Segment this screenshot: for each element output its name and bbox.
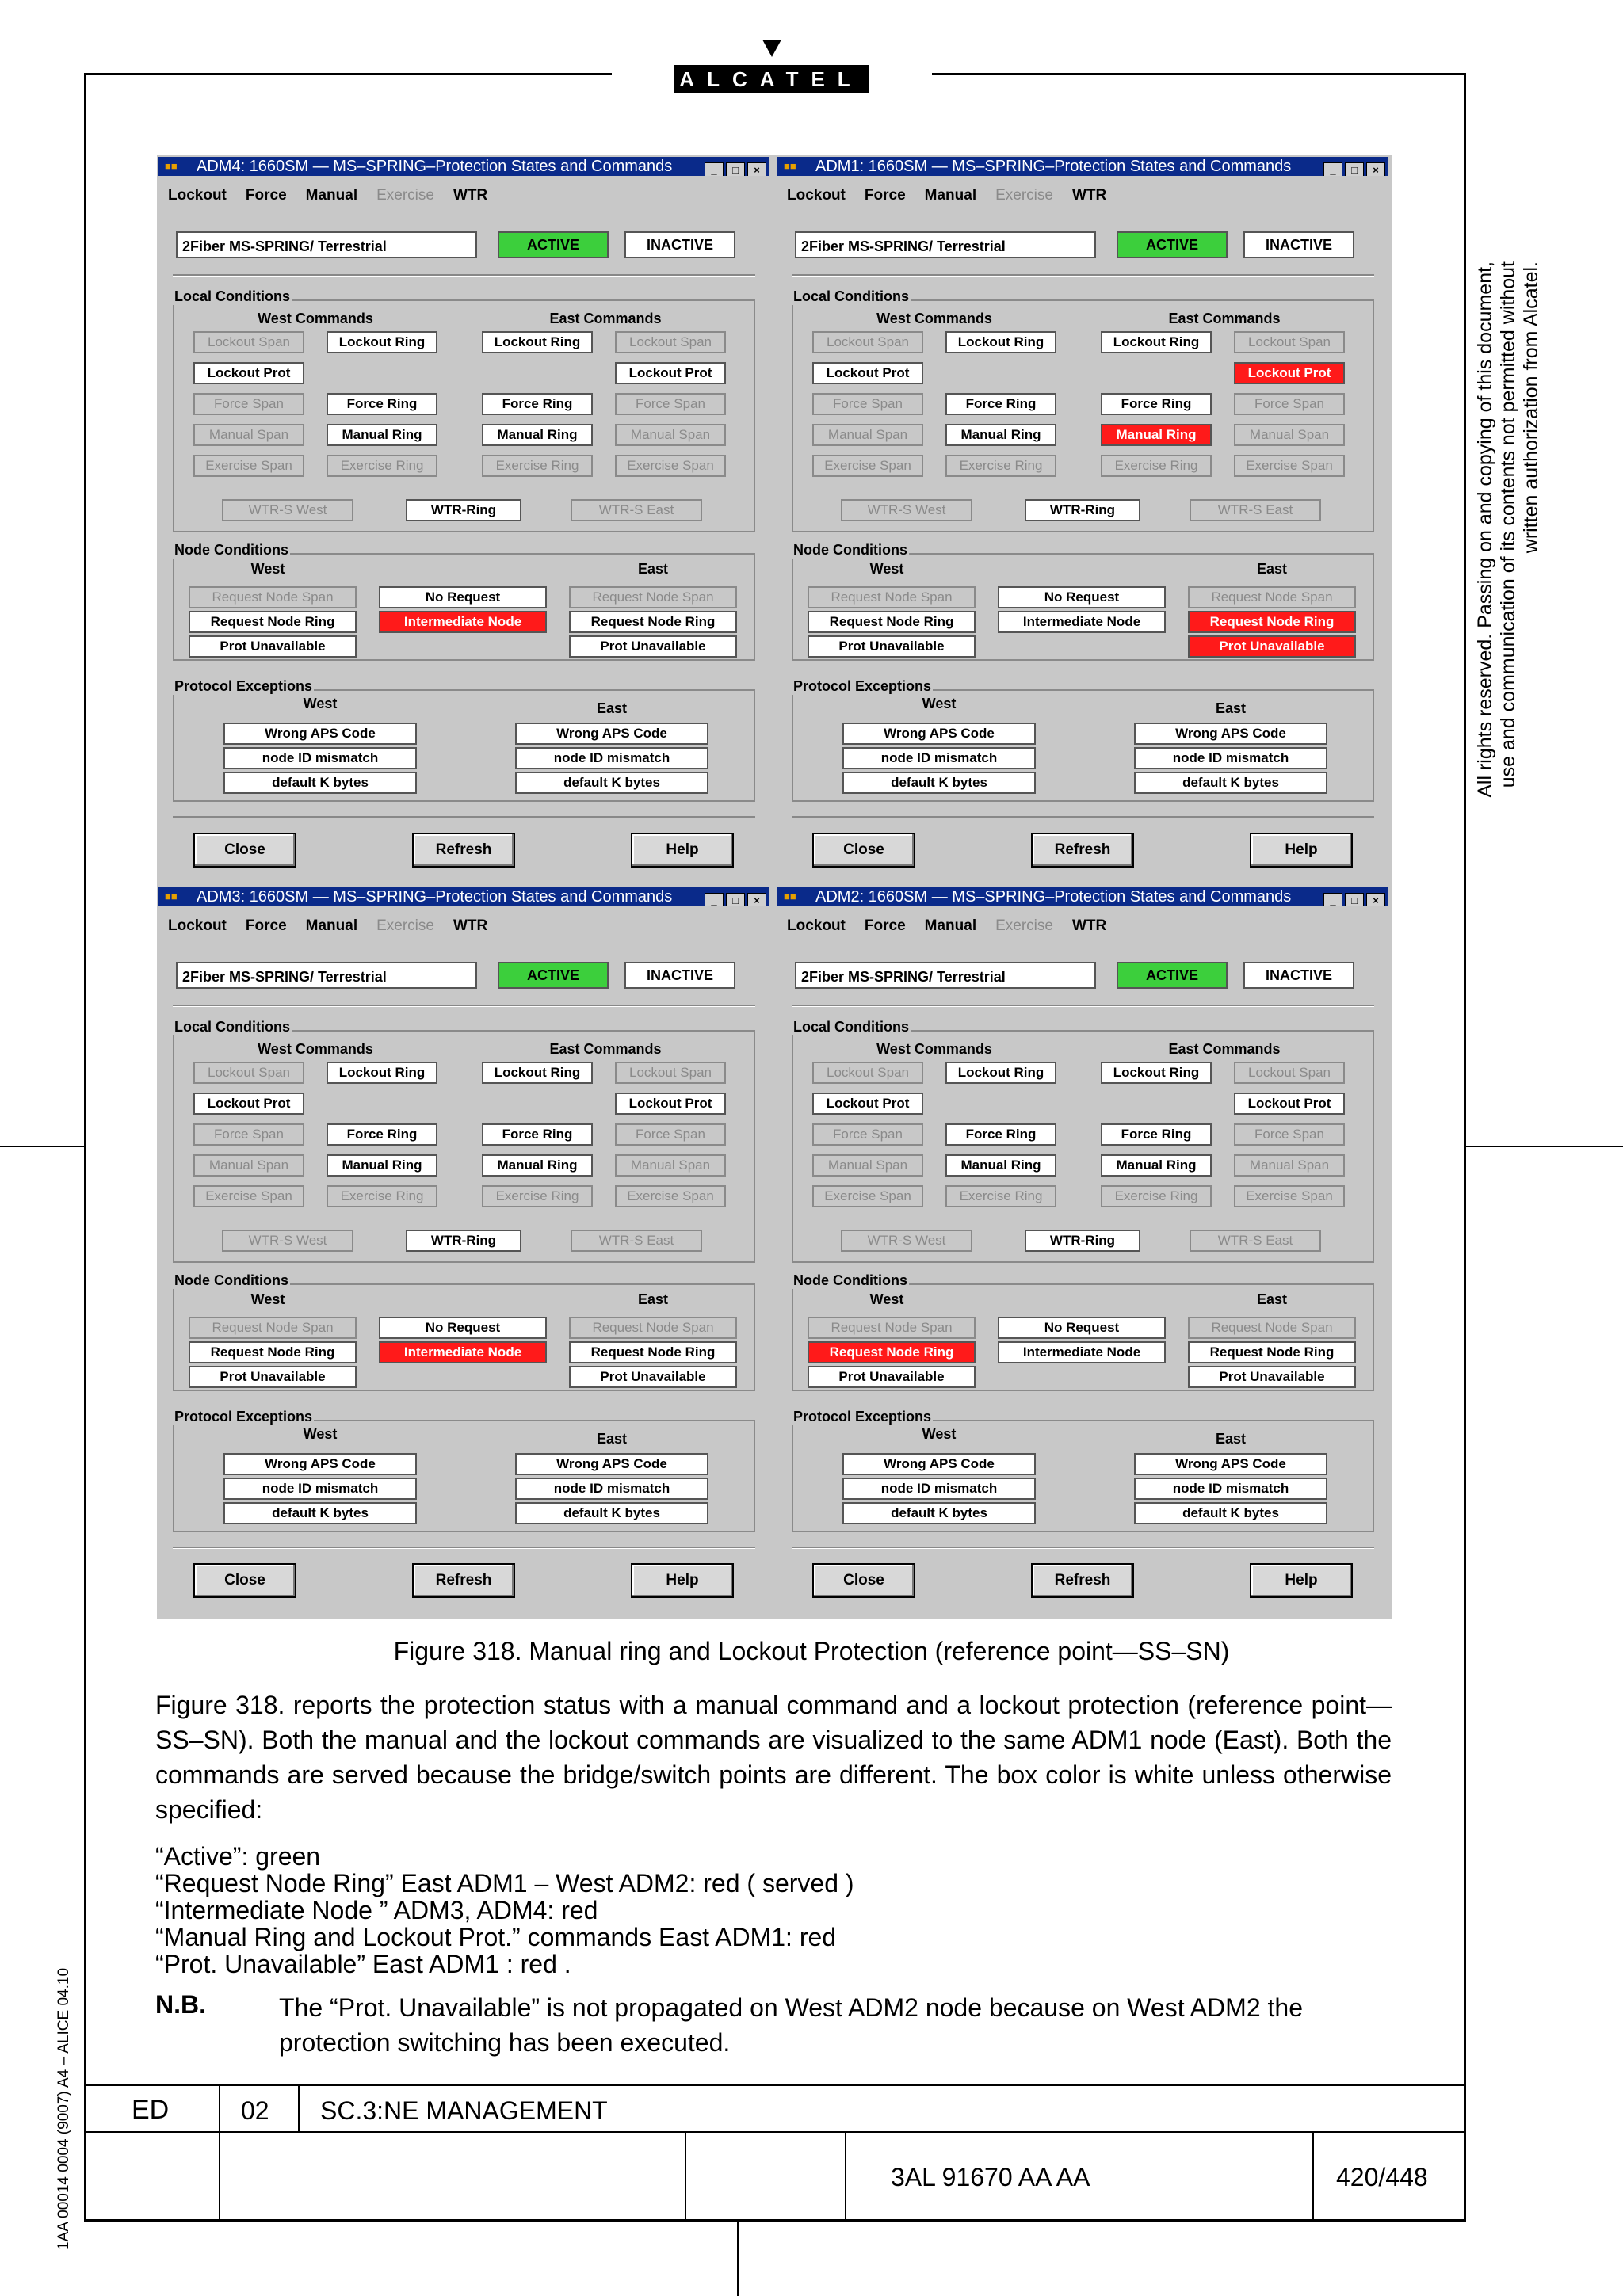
protocol-exceptions-label: Protocol Exceptions [174, 678, 313, 694]
ec-force-ring[interactable]: Force Ring [1101, 393, 1212, 415]
protection-window [157, 886, 771, 1615]
wtr-s-east: WTR-S East [571, 1230, 702, 1252]
ec-lockout-span: Lockout Span [615, 331, 726, 353]
ep-default-k[interactable]: default K bytes [515, 1502, 708, 1524]
wc-lockout-prot[interactable]: Lockout Prot [193, 362, 304, 384]
protocol-east-header: East [596, 1431, 628, 1447]
refresh-button[interactable]: Refresh [412, 833, 515, 868]
copyright-notice: All rights reserved. Passing on and copying of this document, use and communication of its contents not permitted without written authorization from Alcatel. [1474, 261, 1542, 798]
ec-lockout-ring[interactable]: Lockout Ring [482, 331, 593, 353]
footer-rule-top [84, 2084, 1466, 2086]
wp-node-id[interactable]: node ID mismatch [842, 1478, 1036, 1500]
window-titlebar[interactable] [158, 157, 769, 176]
footer-rule-mid [84, 2131, 1466, 2133]
help-button[interactable]: Help [1250, 833, 1353, 868]
menu-bar [787, 917, 1125, 935]
protocol-east-header: East [1215, 700, 1247, 716]
system-menu-icon[interactable]: ■■ [784, 160, 796, 172]
ec-exercise-span: Exercise Span [615, 455, 726, 477]
wp-wrong-aps[interactable]: Wrong APS Code [223, 723, 417, 745]
wc-manual-ring[interactable]: Manual Ring [945, 1154, 1056, 1177]
wc-lockout-ring[interactable]: Lockout Ring [327, 331, 437, 353]
wc-node-no-request[interactable]: No Request [998, 1317, 1166, 1339]
protection-window [776, 155, 1390, 884]
node-east-header: East [1256, 561, 1288, 577]
wc-exercise-ring: Exercise Ring [945, 1185, 1056, 1207]
west-commands-header: West Commands [876, 311, 992, 326]
wc-node-intermediate[interactable]: Intermediate Node [998, 1341, 1166, 1363]
body-paragraph: Figure 318. reports the protection status with a manual command and a lockout protection (reference point—SS–SN). Both the manual and the lockout commands are visualized to the same ADM1 node (East). Both the commands are served because the bridge/switch points are different. The box color is white unless otherwise specified: [155, 1691, 1392, 1824]
wp-wrong-aps[interactable]: Wrong APS Code [842, 723, 1036, 745]
color-legend-list [155, 1843, 854, 1978]
ring-mode-field: 2Fiber MS-SPRING/ Terrestrial [176, 231, 477, 258]
wp-default-k[interactable]: default K bytes [223, 772, 417, 794]
ec-node-prot-unavail[interactable]: Prot Unavailable [1188, 635, 1356, 658]
ec-node-request-span: Request Node Span [569, 586, 737, 608]
nb-label: N.B. [155, 1990, 206, 2019]
ep-wrong-aps[interactable]: Wrong APS Code [1134, 723, 1327, 745]
refresh-button[interactable]: Refresh [1031, 833, 1134, 868]
wc-node-prot-unavail[interactable]: Prot Unavailable [808, 1366, 976, 1388]
system-menu-icon[interactable]: ■■ [165, 891, 178, 902]
wc-node-intermediate[interactable]: Intermediate Node [379, 1341, 547, 1363]
ec-manual-ring[interactable]: Manual Ring [482, 424, 593, 446]
window-title: ADM3: 1660SM — MS–SPRING–Protection States and Commands [197, 888, 673, 906]
wc-lockout-ring[interactable]: Lockout Ring [327, 1062, 437, 1084]
refresh-button[interactable]: Refresh [412, 1563, 515, 1598]
menu-manual[interactable]: Manual [924, 917, 977, 934]
node-west-header: West [869, 1291, 904, 1307]
wc-node-request-ring[interactable]: Request Node Ring [189, 1341, 357, 1363]
margin-mark-right [1466, 1146, 1623, 1147]
wc-lockout-ring[interactable]: Lockout Ring [945, 331, 1056, 353]
system-menu-icon[interactable]: ■■ [784, 891, 796, 902]
wc-lockout-ring[interactable]: Lockout Ring [945, 1062, 1056, 1084]
fold-mark-bottom [737, 2222, 739, 2296]
wc-lockout-span: Lockout Span [193, 331, 304, 353]
wc-manual-span: Manual Span [193, 1154, 304, 1177]
menu-force[interactable]: Force [245, 917, 287, 934]
ec-force-ring[interactable]: Force Ring [1101, 1123, 1212, 1146]
menu-lockout[interactable]: Lockout [787, 187, 846, 204]
ec-exercise-ring: Exercise Ring [482, 455, 593, 477]
window-title: ADM1: 1660SM — MS–SPRING–Protection States and Commands [815, 158, 1292, 175]
wp-default-k[interactable]: default K bytes [842, 772, 1036, 794]
frame-bottom [84, 2219, 1466, 2222]
ec-node-request-ring[interactable]: Request Node Ring [1188, 611, 1356, 633]
wc-manual-ring[interactable]: Manual Ring [945, 424, 1056, 446]
wc-lockout-prot[interactable]: Lockout Prot [193, 1093, 304, 1115]
wc-force-ring[interactable]: Force Ring [945, 1123, 1056, 1146]
close-icon[interactable]: × [1366, 893, 1385, 906]
wc-lockout-span: Lockout Span [812, 1062, 923, 1084]
footer-section: SC.3:NE MANAGEMENT [320, 2096, 608, 2125]
ec-lockout-prot[interactable]: Lockout Prot [1234, 362, 1345, 384]
ep-wrong-aps[interactable]: Wrong APS Code [1134, 1453, 1327, 1475]
local-conditions-label: Local Conditions [174, 288, 290, 304]
wc-node-request-span: Request Node Span [189, 1317, 357, 1339]
ec-node-prot-unavail[interactable]: Prot Unavailable [569, 1366, 737, 1388]
ec-node-prot-unavail[interactable]: Prot Unavailable [1188, 1366, 1356, 1388]
close-button[interactable]: Close [193, 833, 296, 868]
ep-default-k[interactable]: default K bytes [515, 772, 708, 794]
wp-node-id[interactable]: node ID mismatch [223, 747, 417, 769]
window-controls [1321, 890, 1385, 906]
separator [173, 1547, 755, 1549]
wc-force-span: Force Span [193, 1123, 304, 1146]
separator [173, 816, 755, 818]
wc-exercise-ring: Exercise Ring [945, 455, 1056, 477]
wc-lockout-span: Lockout Span [193, 1062, 304, 1084]
ec-force-ring[interactable]: Force Ring [482, 393, 593, 415]
menu-wtr[interactable]: WTR [453, 187, 488, 204]
west-commands-header: West Commands [876, 1041, 992, 1057]
menu-lockout[interactable]: Lockout [168, 187, 227, 204]
wp-default-k[interactable]: default K bytes [223, 1502, 417, 1524]
maximize-icon[interactable]: □ [1345, 893, 1364, 906]
ec-exercise-span: Exercise Span [1234, 1185, 1345, 1207]
ec-force-span: Force Span [1234, 1123, 1345, 1146]
ec-force-ring[interactable]: Force Ring [482, 1123, 593, 1146]
east-commands-header: East Commands [549, 1041, 662, 1057]
wc-node-request-ring[interactable]: Request Node Ring [808, 611, 976, 633]
frame-top-left [84, 73, 612, 75]
menu-exercise: Exercise [995, 917, 1053, 934]
active-status: ACTIVE [498, 231, 609, 258]
wc-node-intermediate[interactable]: Intermediate Node [379, 611, 547, 633]
ec-manual-span: Manual Span [615, 424, 726, 446]
ec-lockout-ring[interactable]: Lockout Ring [1101, 331, 1212, 353]
east-commands-header: East Commands [549, 311, 662, 326]
active-status: ACTIVE [1117, 962, 1228, 989]
ec-node-request-ring[interactable]: Request Node Ring [1188, 1341, 1356, 1363]
ring-mode-field: 2Fiber MS-SPRING/ Terrestrial [795, 962, 1096, 989]
protocol-west-header: West [303, 696, 338, 711]
ec-node-request-ring[interactable]: Request Node Ring [569, 1341, 737, 1363]
logo-triangle-icon [762, 40, 781, 57]
wtr-ring[interactable]: WTR-Ring [1025, 499, 1140, 521]
ec-exercise-ring: Exercise Ring [482, 1185, 593, 1207]
wp-wrong-aps[interactable]: Wrong APS Code [842, 1453, 1036, 1475]
separator [173, 274, 755, 277]
protocol-west-header: West [922, 696, 957, 711]
separator [792, 1547, 1374, 1549]
menu-wtr[interactable]: WTR [453, 917, 488, 934]
node-conditions-label: Node Conditions [174, 542, 288, 558]
wtr-s-west: WTR-S West [222, 499, 353, 521]
protocol-west-header: West [922, 1426, 957, 1442]
wp-node-id[interactable]: node ID mismatch [842, 747, 1036, 769]
ep-default-k[interactable]: default K bytes [1134, 772, 1327, 794]
footer-divider [298, 2084, 300, 2133]
frame-top-right [932, 73, 1466, 75]
separator [792, 1005, 1374, 1007]
wc-node-request-ring[interactable]: Request Node Ring [808, 1341, 976, 1363]
protection-window [157, 155, 771, 884]
ep-default-k[interactable]: default K bytes [1134, 1502, 1327, 1524]
menu-exercise: Exercise [376, 917, 434, 934]
west-commands-header: West Commands [258, 1041, 373, 1057]
close-button[interactable]: Close [812, 833, 915, 868]
menu-bar [787, 187, 1125, 204]
frame-right [1464, 73, 1466, 2222]
ec-lockout-prot[interactable]: Lockout Prot [615, 1093, 726, 1115]
wc-exercise-span: Exercise Span [812, 455, 923, 477]
color-legend-item: “Manual Ring and Lockout Prot.” commands East ADM1: red [155, 1923, 837, 1951]
wc-manual-span: Manual Span [812, 424, 923, 446]
wp-node-id[interactable]: node ID mismatch [223, 1478, 417, 1500]
close-icon[interactable]: × [747, 162, 766, 176]
ec-node-request-span: Request Node Span [1188, 1317, 1356, 1339]
east-commands-header: East Commands [1168, 1041, 1281, 1057]
menu-manual[interactable]: Manual [305, 187, 358, 204]
separator [792, 274, 1374, 277]
ring-mode-field: 2Fiber MS-SPRING/ Terrestrial [795, 231, 1096, 258]
screenshot-composite [157, 155, 1392, 1619]
ec-exercise-span: Exercise Span [615, 1185, 726, 1207]
minimize-icon[interactable]: _ [705, 893, 724, 906]
wtr-ring[interactable]: WTR-Ring [406, 1230, 521, 1252]
node-east-header: East [1256, 1291, 1288, 1307]
system-menu-icon[interactable]: ■■ [165, 160, 178, 172]
ec-manual-ring[interactable]: Manual Ring [1101, 424, 1212, 446]
wc-node-no-request[interactable]: No Request [379, 586, 547, 608]
close-button[interactable]: Close [193, 1563, 296, 1598]
wc-force-ring[interactable]: Force Ring [327, 393, 437, 415]
wc-node-prot-unavail[interactable]: Prot Unavailable [808, 635, 976, 658]
wc-node-request-span: Request Node Span [189, 586, 357, 608]
window-title: ADM2: 1660SM — MS–SPRING–Protection States and Commands [815, 888, 1292, 906]
ep-node-id[interactable]: node ID mismatch [1134, 747, 1327, 769]
wc-exercise-span: Exercise Span [812, 1185, 923, 1207]
protection-window [776, 886, 1390, 1615]
window-controls [1321, 159, 1385, 176]
color-legend-item: “Request Node Ring” East ADM1 – West ADM2: red ( served ) [155, 1869, 854, 1897]
menu-force[interactable]: Force [864, 917, 906, 934]
menu-force[interactable]: Force [245, 187, 287, 204]
wtr-s-east: WTR-S East [571, 499, 702, 521]
ec-exercise-ring: Exercise Ring [1101, 1185, 1212, 1207]
protocol-east-header: East [1215, 1431, 1247, 1447]
menu-manual[interactable]: Manual [305, 917, 358, 934]
wtr-ring[interactable]: WTR-Ring [406, 499, 521, 521]
node-west-header: West [250, 1291, 285, 1307]
wc-node-request-span: Request Node Span [808, 1317, 976, 1339]
minimize-icon[interactable]: _ [1323, 162, 1342, 176]
ec-manual-span: Manual Span [1234, 424, 1345, 446]
wc-node-request-ring[interactable]: Request Node Ring [189, 611, 357, 633]
active-status: ACTIVE [498, 962, 609, 989]
wtr-s-west: WTR-S West [841, 499, 972, 521]
menu-lockout[interactable]: Lockout [787, 917, 846, 934]
wc-force-ring[interactable]: Force Ring [327, 1123, 437, 1146]
wc-node-intermediate[interactable]: Intermediate Node [998, 611, 1166, 633]
ec-force-span: Force Span [615, 1123, 726, 1146]
wc-force-ring[interactable]: Force Ring [945, 393, 1056, 415]
wtr-ring[interactable]: WTR-Ring [1025, 1230, 1140, 1252]
wc-force-span: Force Span [812, 1123, 923, 1146]
window-title: ADM4: 1660SM — MS–SPRING–Protection States and Commands [197, 158, 673, 175]
wc-exercise-span: Exercise Span [193, 1185, 304, 1207]
window-titlebar[interactable] [777, 887, 1388, 906]
footer-divider [845, 2131, 846, 2222]
wc-lockout-prot[interactable]: Lockout Prot [812, 1093, 923, 1115]
ec-lockout-prot[interactable]: Lockout Prot [1234, 1093, 1345, 1115]
wc-node-prot-unavail[interactable]: Prot Unavailable [189, 635, 357, 658]
ec-lockout-span: Lockout Span [1234, 1062, 1345, 1084]
nb-text: The “Prot. Unavailable” is not propagated on West ADM2 node because on West ADM2 the protection switching has been executed. [279, 1993, 1303, 2057]
ec-manual-ring[interactable]: Manual Ring [1101, 1154, 1212, 1177]
east-commands-header: East Commands [1168, 311, 1281, 326]
help-button[interactable]: Help [631, 833, 734, 868]
help-button[interactable]: Help [1250, 1563, 1353, 1598]
menu-exercise: Exercise [995, 187, 1053, 204]
ec-node-prot-unavail[interactable]: Prot Unavailable [569, 635, 737, 658]
ec-lockout-span: Lockout Span [615, 1062, 726, 1084]
form-reference-code: 1AA 00014 0004 (9007) A4 – ALICE 04.10 [55, 1967, 72, 2250]
footer-divider [685, 2131, 686, 2222]
window-titlebar[interactable] [158, 887, 769, 906]
separator [173, 1005, 755, 1007]
wc-exercise-span: Exercise Span [193, 455, 304, 477]
ec-manual-ring[interactable]: Manual Ring [482, 1154, 593, 1177]
wc-force-span: Force Span [193, 393, 304, 415]
close-button[interactable]: Close [812, 1563, 915, 1598]
node-west-header: West [250, 561, 285, 577]
ec-force-span: Force Span [1234, 393, 1345, 415]
footer-divider [219, 2084, 220, 2222]
color-legend-item: “Intermediate Node ” ADM3, ADM4: red [155, 1896, 598, 1924]
menu-manual[interactable]: Manual [924, 187, 977, 204]
protocol-west-header: West [303, 1426, 338, 1442]
maximize-icon[interactable]: □ [1345, 162, 1364, 176]
wc-manual-ring[interactable]: Manual Ring [327, 1154, 437, 1177]
wtr-s-east: WTR-S East [1190, 1230, 1321, 1252]
menu-lockout[interactable]: Lockout [168, 917, 227, 934]
inactive-status: INACTIVE [624, 231, 735, 258]
ec-lockout-span: Lockout Span [1234, 331, 1345, 353]
maximize-icon[interactable]: □ [726, 162, 745, 176]
frame-left [84, 73, 86, 2222]
ec-force-span: Force Span [615, 393, 726, 415]
wp-wrong-aps[interactable]: Wrong APS Code [223, 1453, 417, 1475]
menu-exercise: Exercise [376, 187, 434, 204]
footer-doc-code: 3AL 91670 AA AA [891, 2163, 1090, 2191]
local-conditions-label: Local Conditions [793, 1019, 909, 1035]
wc-exercise-ring: Exercise Ring [327, 1185, 437, 1207]
refresh-button[interactable]: Refresh [1031, 1563, 1134, 1598]
ep-wrong-aps[interactable]: Wrong APS Code [515, 723, 708, 745]
node-east-header: East [637, 561, 669, 577]
margin-mark-left [0, 1146, 84, 1147]
wtr-s-west: WTR-S West [841, 1230, 972, 1252]
inactive-status: INACTIVE [1243, 231, 1354, 258]
ep-node-id[interactable]: node ID mismatch [1134, 1478, 1327, 1500]
footer-ed-value: 02 [241, 2096, 269, 2125]
menu-bar [168, 917, 506, 935]
menu-force[interactable]: Force [864, 187, 906, 204]
inactive-status: INACTIVE [1243, 962, 1354, 989]
ec-lockout-ring[interactable]: Lockout Ring [482, 1062, 593, 1084]
alcatel-logo: ALCATEL [674, 65, 869, 93]
wc-lockout-span: Lockout Span [812, 331, 923, 353]
figure-caption: Figure 318. Manual ring and Lockout Protection (reference point—SS–SN) [393, 1637, 1230, 1665]
ep-wrong-aps[interactable]: Wrong APS Code [515, 1453, 708, 1475]
node-west-header: West [869, 561, 904, 577]
inactive-status: INACTIVE [624, 962, 735, 989]
footer-divider [1312, 2131, 1314, 2222]
wtr-s-east: WTR-S East [1190, 499, 1321, 521]
west-commands-header: West Commands [258, 311, 373, 326]
color-legend-item: “Active”: green [155, 1842, 321, 1871]
close-icon[interactable]: × [747, 893, 766, 906]
ec-manual-span: Manual Span [615, 1154, 726, 1177]
wc-node-no-request[interactable]: No Request [998, 586, 1166, 608]
footer-page-number: 420/448 [1336, 2163, 1428, 2191]
ec-lockout-ring[interactable]: Lockout Ring [1101, 1062, 1212, 1084]
ec-node-request-ring[interactable]: Request Node Ring [569, 611, 737, 633]
close-icon[interactable]: × [1366, 162, 1385, 176]
ep-node-id[interactable]: node ID mismatch [515, 1478, 708, 1500]
footer-ed-label: ED [132, 2095, 170, 2125]
ec-manual-span: Manual Span [1234, 1154, 1345, 1177]
menu-wtr[interactable]: WTR [1071, 187, 1107, 204]
ep-node-id[interactable]: node ID mismatch [515, 747, 708, 769]
ec-node-request-span: Request Node Span [569, 1317, 737, 1339]
ring-mode-field: 2Fiber MS-SPRING/ Terrestrial [176, 962, 477, 989]
wc-node-no-request[interactable]: No Request [379, 1317, 547, 1339]
wc-node-request-span: Request Node Span [808, 586, 976, 608]
color-legend-item: “Prot. Unavailable” East ADM1 : red . [155, 1950, 571, 1978]
help-button[interactable]: Help [631, 1563, 734, 1598]
ec-exercise-ring: Exercise Ring [1101, 455, 1212, 477]
ec-exercise-span: Exercise Span [1234, 455, 1345, 477]
protocol-east-header: East [596, 700, 628, 716]
wc-force-span: Force Span [812, 393, 923, 415]
protocol-exceptions-label: Protocol Exceptions [793, 1409, 932, 1425]
window-controls [702, 159, 766, 176]
ec-lockout-prot[interactable]: Lockout Prot [615, 362, 726, 384]
maximize-icon[interactable]: □ [726, 893, 745, 906]
local-conditions-label: Local Conditions [793, 288, 909, 304]
window-titlebar[interactable] [777, 157, 1388, 176]
protocol-exceptions-label: Protocol Exceptions [174, 1409, 313, 1425]
protocol-exceptions-label: Protocol Exceptions [793, 678, 932, 694]
local-conditions-label: Local Conditions [174, 1019, 290, 1035]
node-conditions-label: Node Conditions [793, 1272, 907, 1288]
node-conditions-label: Node Conditions [793, 542, 907, 558]
node-conditions-label: Node Conditions [174, 1272, 288, 1288]
wc-node-prot-unavail[interactable]: Prot Unavailable [189, 1366, 357, 1388]
menu-bar [168, 187, 506, 204]
ec-node-request-span: Request Node Span [1188, 586, 1356, 608]
wc-lockout-prot[interactable]: Lockout Prot [812, 362, 923, 384]
wtr-s-west: WTR-S West [222, 1230, 353, 1252]
separator [792, 816, 1374, 818]
window-controls [702, 890, 766, 906]
wc-manual-ring[interactable]: Manual Ring [327, 424, 437, 446]
minimize-icon[interactable]: _ [705, 162, 724, 176]
wp-default-k[interactable]: default K bytes [842, 1502, 1036, 1524]
menu-wtr[interactable]: WTR [1071, 917, 1107, 934]
wc-exercise-ring: Exercise Ring [327, 455, 437, 477]
active-status: ACTIVE [1117, 231, 1228, 258]
minimize-icon[interactable]: _ [1323, 893, 1342, 906]
wc-manual-span: Manual Span [193, 424, 304, 446]
wc-manual-span: Manual Span [812, 1154, 923, 1177]
node-east-header: East [637, 1291, 669, 1307]
